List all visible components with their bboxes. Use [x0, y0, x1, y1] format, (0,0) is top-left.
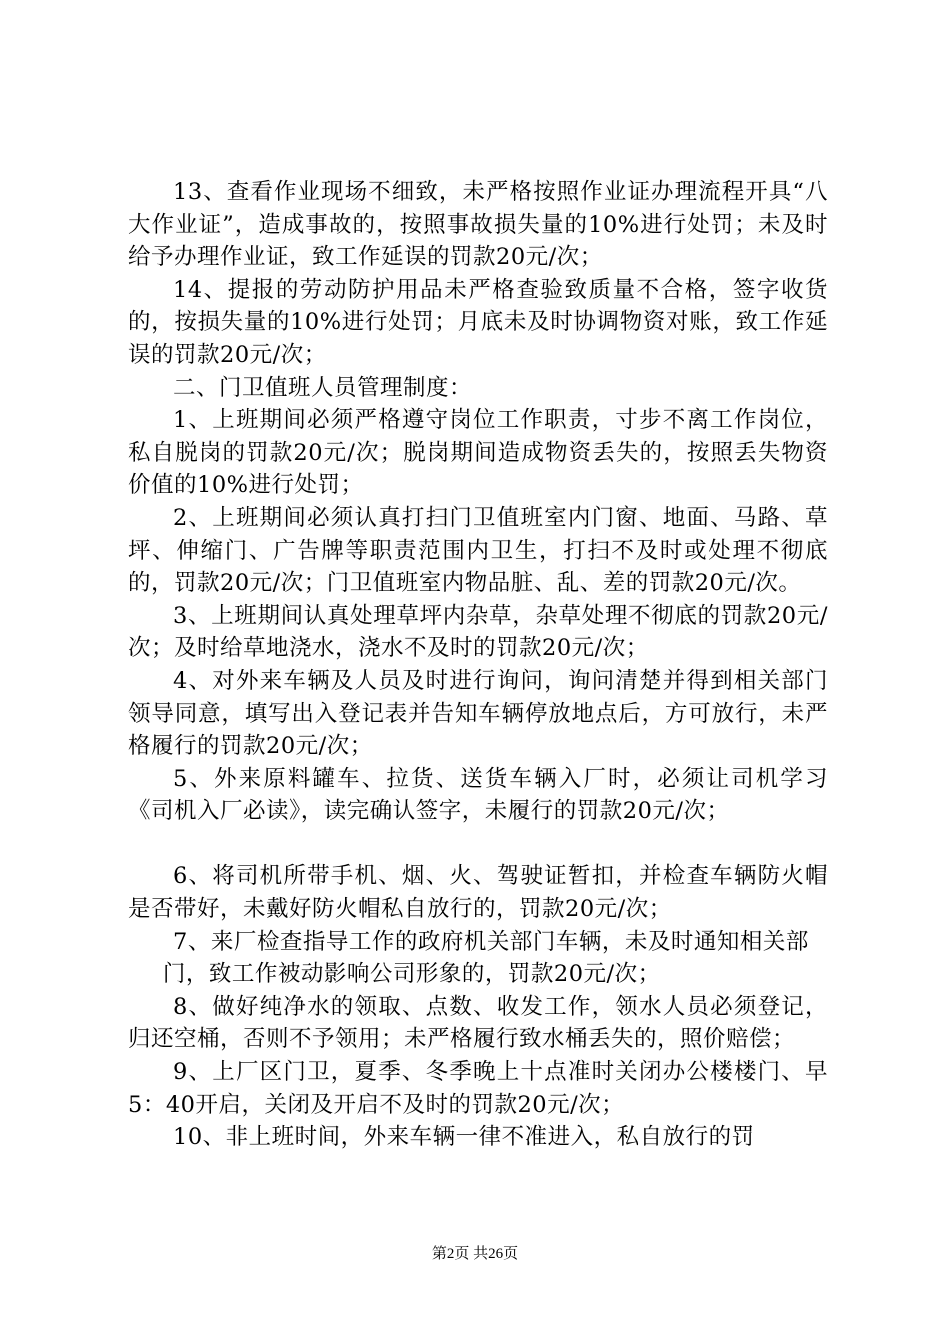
rule-item-3: 3、上班期间认真处理草坪内杂草，杂草处理不彻底的罚款20元/次；及时给草地浇水，浇水不及时的罚款20元/次；: [128, 602, 828, 662]
paragraph-13: 13、查看作业现场不细致，未严格按照作业证办理流程开具“八大作业证”，造成事故的，按照事故损失量的10%进行处罚；未及时给予办理作业证，致工作延误的罚款20元/次；: [128, 179, 828, 271]
rule-item-8: 8、做好纯净水的领取、点数、收发工作，领水人员必须登记，归还空桶，否则不予领用；未严格履行致水桶丢失的，照价赔偿；: [128, 993, 828, 1053]
rule-item-7-part-2: 门，致工作被动影响公司形象的，罚款20元/次；: [162, 961, 661, 988]
rule-item-9: 9、上厂区门卫，夏季、冬季晚上十点准时关闭办公楼楼门、早5：40开启，关闭及开启不及时的罚款20元/次；: [128, 1059, 828, 1118]
rule-item-6: 6、将司机所带手机、烟、火、驾驶证暂扣，并检查车辆防火帽是否带好，未戴好防火帽私自放行的，罚款20元/次；: [128, 863, 828, 923]
section-heading-gatekeeper-rules: 二、门卫值班人员管理制度：: [173, 374, 473, 401]
blank-line: [128, 828, 828, 861]
paragraph-14: 14、提报的劳动防护用品未严格查验致质量不合格，签字收货的，按损失量的10%进行处罚；月底未及时协调物资对账，致工作延误的罚款20元/次；: [128, 276, 828, 368]
rule-item-2: 2、上班期间必须认真打扫门卫值班室内门窗、地面、马路、草坪、伸缩门、广告牌等职责范围内卫生，打扫不及时或处理不彻底的，罚款20元/次；门卫值班室内物品脏、乱、差的罚款20元/次。: [128, 504, 828, 597]
page-footer: [0, 1244, 950, 1264]
rule-item-5: 5、外来原料罐车、拉货、送货车辆入厂时，必须让司机学习《司机入厂必读》，读完确认签字，未履行的罚款20元/次；: [128, 765, 828, 825]
rule-item-10: 10、非上班时间，外来车辆一律不准进入，私自放行的罚: [173, 1124, 755, 1151]
rule-item-7-part-1: 7、来厂检查指导工作的政府机关部门车辆，未及时通知相关部: [173, 928, 809, 955]
rule-item-4: 4、对外来车辆及人员及时进行询问，询问清楚并得到相关部门领导同意，填写出入登记表并告知车辆停放地点后，方可放行，未严格履行的罚款20元/次；: [128, 667, 828, 760]
document-body: [128, 176, 828, 1154]
page-number-label: 第2页 共26页: [431, 1246, 519, 1262]
rule-item-1: 1、上班期间必须严格遵守岗位工作职责，寸步不离工作岗位，私自脱岗的罚款20元/次；脱岗期间造成物资丢失的，按照丢失物资价值的10%进行处罚；: [128, 407, 828, 499]
